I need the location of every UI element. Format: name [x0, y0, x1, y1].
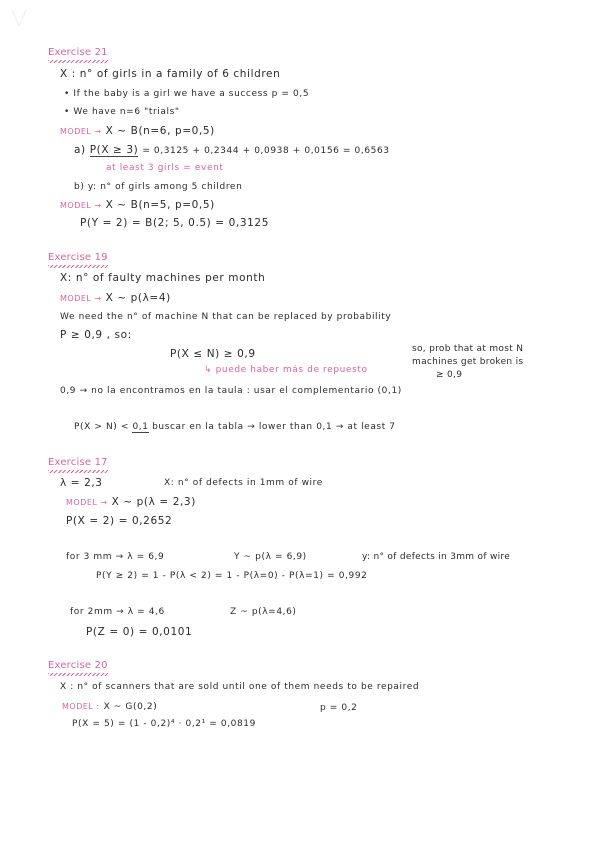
model-expression: X ~ G(0,2): [103, 702, 158, 712]
ex17-model-line: [66, 495, 196, 510]
ex21-event-note: at least 3 girls = event: [106, 163, 224, 173]
model-expression: X ~ B(n=6, p=0,5): [105, 125, 215, 137]
ex19-requirement: We need the n° of machine N that can be replaced by probability: [60, 312, 392, 322]
ex21-variable-definition: X : n° of girls in a family of 6 children: [60, 68, 281, 80]
ex17-y-model: Y ~ p(λ = 6,9): [234, 552, 307, 562]
exercise-19-heading: Exercise 19: [48, 252, 108, 263]
ex19-complement-note: 0,9 → no la encontramos en la taula : usar el complementario (0,1): [60, 386, 402, 396]
exercise-17-heading: Exercise 17: [48, 457, 108, 468]
ex19-side-note-2: machines get broken is: [412, 357, 524, 367]
ex21-success-note: • If the baby is a girl we have a success p = 0,5: [64, 89, 310, 99]
ex17-p-z-0: P(Z = 0) = 0,0101: [86, 626, 193, 638]
ex17-lambda: λ = 2,3: [60, 477, 103, 489]
ex21-part-b-result: P(Y = 2) = B(2; 5, 0.5) = 0,3125: [80, 217, 269, 229]
ex19-spare-note: ↳ puede haber más de repuesto: [204, 365, 368, 375]
exercise-21-heading: Exercise 21: [48, 47, 108, 58]
ex21-trials-note: • We have n=6 "trials": [64, 107, 180, 117]
ex19-model-line: [60, 291, 171, 306]
model-label: MODEL →: [60, 201, 102, 210]
ex19-side-note-1: so, prob that at most N: [412, 344, 524, 354]
ex20-p-value: p = 0,2: [320, 703, 358, 713]
corner-mark-icon: [10, 8, 28, 28]
model-label: MODEL →: [60, 127, 102, 136]
ex19-variable-definition: X: n° of faulty machines per month: [60, 272, 266, 284]
ex19-probability-condition: P ≥ 0,9 , so:: [60, 329, 132, 341]
part-a-sum: = 0,3125 + 0,2344 + 0,0938 + 0,0156 = 0,6563: [142, 146, 390, 156]
model-label: MODEL →: [66, 498, 108, 507]
ex17-p-y-ge-2: P(Y ≥ 2) = 1 - P(λ < 2) = 1 - P(λ=0) - P(λ=1) = 0,992: [96, 571, 368, 581]
ex19-inequality: P(X ≤ N) ≥ 0,9: [170, 348, 256, 360]
ex17-p-x-2: P(X = 2) = 0,2652: [66, 515, 173, 527]
ex17-z-model: Z ~ p(λ=4,6): [230, 607, 297, 617]
complement-threshold: 0,1: [132, 422, 149, 432]
ex21-part-b: b) y: n° of girls among 5 children: [74, 182, 243, 192]
model-expression: X ~ B(n=5, p=0,5): [105, 199, 215, 211]
part-a-event: P(X ≥ 3): [89, 144, 139, 156]
lookup-result: buscar en la tabla → lower than 0,1 → at least 7: [152, 422, 396, 432]
ex21-model2-line: [60, 198, 215, 213]
ex17-2mm-lambda: for 2mm → λ = 4,6: [70, 607, 165, 617]
model-label: MODEL :: [62, 702, 100, 711]
ex20-model-line: [62, 699, 157, 714]
ex20-result: P(X = 5) = (1 - 0,2)⁴ · 0,2¹ = 0,0819: [72, 719, 256, 729]
ex17-y-definition: y: n° of defects in 3mm of wire: [362, 552, 511, 562]
part-a-label: a): [74, 144, 86, 156]
ex21-model-line: [60, 124, 215, 139]
ex19-side-note-3: ≥ 0,9: [436, 370, 463, 380]
ex21-part-a: [74, 143, 390, 158]
ex20-variable-definition: X : n° of scanners that are sold until one of them needs to be repaired: [60, 682, 420, 692]
complement-probability: P(X > N) <: [74, 422, 130, 432]
model-label: MODEL →: [60, 294, 102, 303]
ex17-3mm-lambda: for 3 mm → λ = 6,9: [66, 552, 165, 562]
ex17-variable-definition: X: n° of defects in 1mm of wire: [164, 478, 323, 488]
model-expression: X ~ p(λ = 2,3): [111, 496, 196, 508]
exercise-20-heading: Exercise 20: [48, 660, 108, 671]
model-expression: X ~ p(λ=4): [105, 292, 171, 304]
ex19-table-lookup: [74, 420, 396, 434]
